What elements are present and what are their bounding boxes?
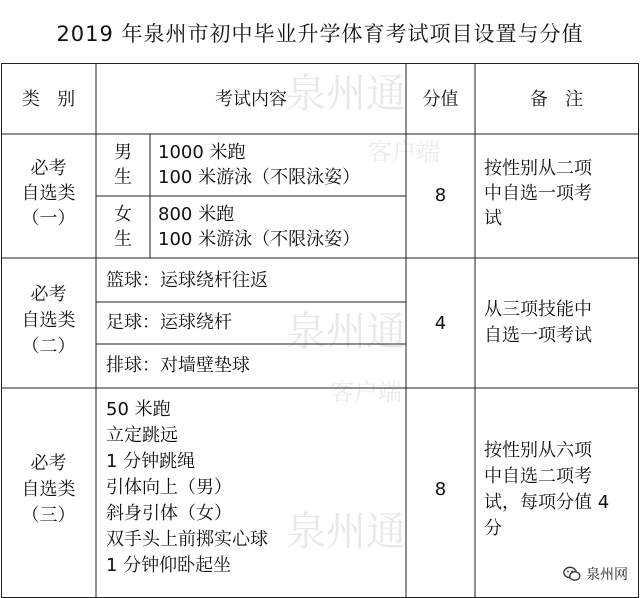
row-2-category-line-2: 自选类 [21, 310, 76, 331]
page-title: 2019 年泉州市初中毕业升学体育考试项目设置与分值 [56, 22, 584, 46]
watermark-bottom: 泉州通 [286, 509, 406, 555]
row-1-female-label-1: 女 [114, 204, 132, 225]
row-3-item-1: 50 米跑 [106, 399, 171, 420]
row-2-category-line-1: 必考 [30, 284, 67, 305]
row-2-score: 4 [434, 313, 447, 334]
row-1-female-item-2: 100 米游泳（不限泳姿） [158, 229, 361, 250]
row-3-category-line-1: 必考 [30, 453, 67, 474]
row-1-female-item-1: 800 米跑 [158, 204, 235, 225]
header-content: 考试内容 [215, 89, 287, 110]
row-1-male-item-2: 100 米游泳（不限泳姿） [158, 167, 361, 188]
row-2-item-3: 排球：对墙壁垫球 [106, 355, 250, 376]
row-2-notes-line-2: 自选一项考试 [484, 325, 592, 346]
row-2-notes-line-1: 从三项技能中 [484, 299, 592, 320]
row-3-category-line-3: （三） [21, 505, 76, 526]
brand-name: 泉州网 [586, 567, 628, 583]
watermark-top: 泉州通 [286, 71, 406, 117]
row-2-category-line-3: （二） [21, 336, 76, 357]
header-category: 类 别 [21, 89, 76, 110]
watermark-top-sub: 客户端 [368, 138, 440, 166]
row-3-item-7: 1 分钟仰卧起坐 [106, 555, 232, 576]
row-3-item-3: 1 分钟跳绳 [106, 451, 196, 472]
header-notes: 备 注 [529, 89, 584, 110]
row-1-notes-line-3: 试 [484, 208, 502, 229]
source-brand [563, 564, 628, 584]
row-1-category-line-3: （一） [21, 208, 76, 229]
row-1-notes-line-2: 中自选一项考 [484, 183, 592, 204]
row-2-item-2: 足球：运球绕杆 [106, 312, 232, 333]
row-3-item-2: 立定跳远 [106, 425, 178, 446]
row-3-category-line-2: 自选类 [21, 479, 76, 500]
row-1-male-label-1: 男 [114, 142, 132, 163]
row-3-notes-line-2: 中自选二项考 [484, 466, 592, 487]
row-3-item-4: 引体向上（男） [106, 477, 232, 498]
row-1-notes-line-1: 按性别从二项 [484, 158, 592, 179]
row-3-notes-line-4: 分 [484, 518, 502, 539]
row-3-item-6: 双手头上前掷实心球 [106, 529, 268, 550]
row-2-item-1: 篮球：运球绕杆往返 [106, 270, 268, 291]
row-1-male-item-1: 1000 米跑 [158, 142, 246, 163]
row-1-category-line-2: 自选类 [21, 183, 76, 204]
row-3-score: 8 [434, 479, 447, 500]
row-1-male-label-2: 生 [114, 167, 132, 188]
row-3-item-5: 斜身引体（女） [106, 503, 232, 524]
row-1-category-line-1: 必考 [30, 158, 67, 179]
wechat-icon [563, 566, 581, 582]
header-score: 分值 [422, 89, 459, 110]
watermark-mid-sub: 客户端 [330, 378, 402, 406]
row-1-female-label-2: 生 [114, 229, 132, 250]
row-3-notes-line-1: 按性别从六项 [484, 440, 592, 461]
row-1-score: 8 [434, 185, 447, 206]
row-3-notes-line-3: 试，每项分值 4 [484, 492, 610, 513]
watermark-mid: 泉州通 [286, 309, 406, 355]
